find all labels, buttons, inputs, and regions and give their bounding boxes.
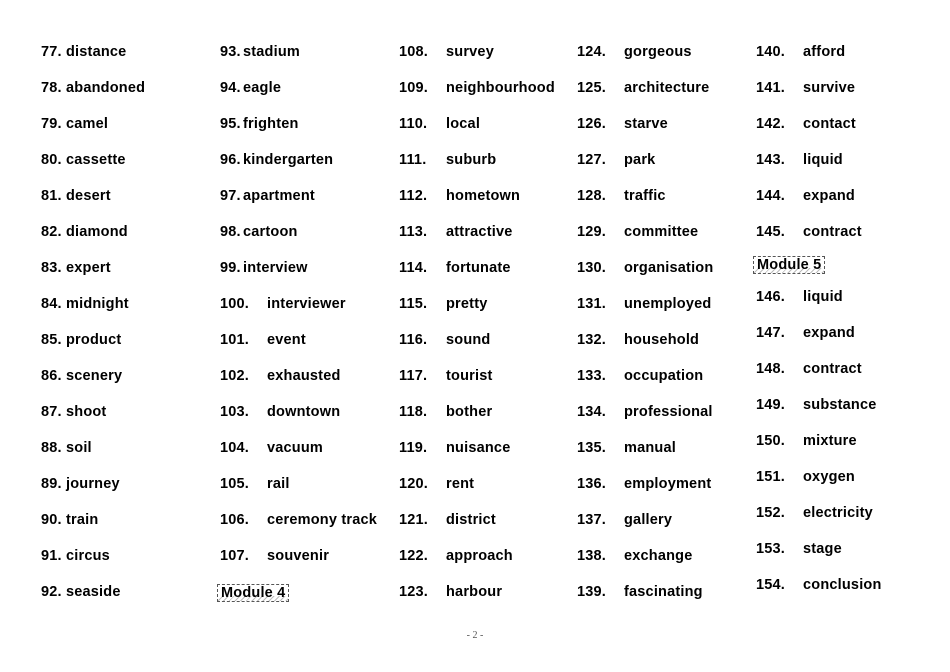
item-number: 111. [399, 152, 427, 168]
list-item [41, 584, 145, 620]
list-item [577, 188, 713, 224]
list-item [41, 548, 145, 584]
list-item [399, 440, 555, 476]
list-item [41, 188, 145, 224]
vocab-column-4 [577, 44, 713, 620]
item-word: diamond [66, 224, 128, 240]
list-item [577, 440, 713, 476]
list-item [756, 361, 882, 397]
item-number: 132. [577, 332, 607, 348]
item-word: expand [803, 188, 855, 204]
item-word: contact [803, 116, 856, 132]
list-item [399, 332, 555, 368]
item-word: exchange [624, 548, 693, 564]
item-number: 82. [41, 224, 62, 240]
item-number: 100. [220, 296, 250, 312]
vocab-column-3 [399, 44, 555, 620]
module-heading-row [220, 584, 377, 620]
item-word: manual [624, 440, 676, 456]
item-word: frighten [243, 116, 299, 132]
list-item [756, 224, 882, 260]
item-word: household [624, 332, 700, 348]
item-number: 107. [220, 548, 250, 564]
item-word: electricity [803, 505, 873, 521]
module-heading: Module 4 [217, 584, 289, 602]
item-number: 130. [577, 260, 607, 276]
page-number: - 2 - [466, 630, 484, 641]
list-item [41, 260, 145, 296]
item-number: 129. [577, 224, 607, 240]
list-item [756, 469, 882, 505]
item-number: 109. [399, 80, 429, 96]
item-number: 135. [577, 440, 607, 456]
item-word: organisation [624, 260, 714, 276]
item-number: 81. [41, 188, 62, 204]
item-word: expand [803, 325, 855, 341]
item-word: liquid [803, 152, 843, 168]
item-word: train [66, 512, 99, 528]
item-word: ceremony track [267, 512, 377, 528]
list-item [399, 224, 555, 260]
list-item [41, 296, 145, 332]
list-item [41, 80, 145, 116]
item-number: 92. [41, 584, 62, 600]
item-word: interviewer [267, 296, 346, 312]
item-word: liquid [803, 289, 843, 305]
item-number: 119. [399, 440, 428, 456]
item-word: architecture [624, 80, 710, 96]
item-word: traffic [624, 188, 666, 204]
item-word: neighbourhood [446, 80, 555, 96]
item-word: interview [243, 260, 308, 276]
item-word: suburb [446, 152, 497, 168]
item-word: attractive [446, 224, 513, 240]
item-word: apartment [243, 188, 315, 204]
item-number: 154. [756, 577, 786, 593]
item-word: park [624, 152, 656, 168]
item-word: circus [66, 548, 110, 564]
item-word: downtown [267, 404, 341, 420]
list-item [41, 512, 145, 548]
item-number: 104. [220, 440, 250, 456]
item-word: cartoon [243, 224, 298, 240]
list-item [399, 260, 555, 296]
list-item [220, 440, 377, 476]
item-number: 126. [577, 116, 607, 132]
item-word: starve [624, 116, 668, 132]
item-number: 142. [756, 116, 786, 132]
list-item [220, 188, 377, 224]
list-item [756, 505, 882, 541]
module-heading-row [756, 257, 882, 289]
item-word: kindergarten [243, 152, 334, 168]
item-number: 112. [399, 188, 428, 204]
item-number: 138. [577, 548, 607, 564]
item-word: professional [624, 404, 713, 420]
item-number: 98. [220, 224, 241, 240]
item-word: conclusion [803, 577, 882, 593]
vocab-column-5 [756, 44, 882, 613]
list-item [220, 368, 377, 404]
list-item [41, 332, 145, 368]
item-word: event [267, 332, 306, 348]
item-number: 139. [577, 584, 607, 600]
item-number: 149. [756, 397, 786, 413]
item-word: product [66, 332, 122, 348]
item-number: 86. [41, 368, 62, 384]
item-word: fortunate [446, 260, 511, 276]
item-word: tourist [446, 368, 493, 384]
item-word: abandoned [66, 80, 146, 96]
item-number: 94. [220, 80, 241, 96]
item-word: contract [803, 224, 862, 240]
list-item [399, 512, 555, 548]
item-number: 101. [220, 332, 250, 348]
list-item [577, 476, 713, 512]
list-item [756, 80, 882, 116]
item-word: afford [803, 44, 846, 60]
list-item [577, 80, 713, 116]
item-word: bother [446, 404, 493, 420]
item-word: cassette [66, 152, 126, 168]
item-number: 79. [41, 116, 62, 132]
item-number: 102. [220, 368, 250, 384]
item-number: 84. [41, 296, 62, 312]
item-number: 123. [399, 584, 429, 600]
list-item [756, 541, 882, 577]
item-number: 77. [41, 44, 62, 60]
item-number: 99. [220, 260, 241, 276]
item-number: 91. [41, 548, 62, 564]
list-item [220, 296, 377, 332]
list-item [220, 404, 377, 440]
list-item [399, 548, 555, 584]
item-number: 134. [577, 404, 607, 420]
item-number: 152. [756, 505, 786, 521]
item-word: vacuum [267, 440, 323, 456]
list-item [220, 332, 377, 368]
item-word: local [446, 116, 481, 132]
item-number: 105. [220, 476, 250, 492]
item-word: rent [446, 476, 475, 492]
item-word: pretty [446, 296, 488, 312]
item-word: shoot [66, 404, 107, 420]
list-item [577, 260, 713, 296]
list-item [220, 512, 377, 548]
list-item [756, 577, 882, 613]
item-word: desert [66, 188, 111, 204]
item-number: 116. [399, 332, 428, 348]
list-item [220, 152, 377, 188]
item-number: 78. [41, 80, 62, 96]
list-item [399, 44, 555, 80]
item-number: 120. [399, 476, 429, 492]
item-word: employment [624, 476, 712, 492]
item-number: 117. [399, 368, 428, 384]
item-word: journey [66, 476, 120, 492]
list-item [756, 325, 882, 361]
item-number: 145. [756, 224, 786, 240]
item-number: 97. [220, 188, 241, 204]
item-word: mixture [803, 433, 857, 449]
item-word: rail [267, 476, 290, 492]
list-item [220, 224, 377, 260]
list-item [577, 296, 713, 332]
list-item [220, 116, 377, 152]
item-word: harbour [446, 584, 503, 600]
item-word: gallery [624, 512, 673, 528]
list-item [41, 368, 145, 404]
list-item [756, 289, 882, 325]
item-number: 85. [41, 332, 62, 348]
item-number: 141. [756, 80, 786, 96]
vocab-column-2 [220, 44, 377, 620]
item-word: substance [803, 397, 877, 413]
list-item [756, 44, 882, 80]
item-word: souvenir [267, 548, 330, 564]
list-item [220, 44, 377, 80]
list-item [41, 404, 145, 440]
item-number: 95. [220, 116, 241, 132]
item-number: 153. [756, 541, 786, 557]
item-word: hometown [446, 188, 521, 204]
list-item [399, 296, 555, 332]
list-item [399, 584, 555, 620]
vocab-column-1 [41, 44, 145, 620]
item-number: 127. [577, 152, 607, 168]
item-word: gorgeous [624, 44, 692, 60]
item-number: 131. [577, 296, 607, 312]
item-word: fascinating [624, 584, 703, 600]
item-word: approach [446, 548, 513, 564]
item-number: 140. [756, 44, 786, 60]
item-number: 89. [41, 476, 62, 492]
list-item [399, 80, 555, 116]
item-word: survive [803, 80, 856, 96]
item-number: 144. [756, 188, 786, 204]
item-word: oxygen [803, 469, 855, 485]
list-item [399, 368, 555, 404]
list-item [577, 368, 713, 404]
item-number: 106. [220, 512, 250, 528]
list-item [41, 44, 145, 80]
item-word: stage [803, 541, 842, 557]
list-item [220, 80, 377, 116]
item-number: 136. [577, 476, 607, 492]
item-number: 114. [399, 260, 428, 276]
list-item [399, 116, 555, 152]
list-item [756, 116, 882, 152]
item-number: 88. [41, 440, 62, 456]
list-item [577, 332, 713, 368]
list-item [756, 188, 882, 224]
list-item [399, 404, 555, 440]
item-number: 124. [577, 44, 607, 60]
item-number: 108. [399, 44, 429, 60]
list-item [399, 188, 555, 224]
list-item [577, 584, 713, 620]
item-number: 90. [41, 512, 62, 528]
item-number: 103. [220, 404, 250, 420]
item-number: 121. [399, 512, 429, 528]
list-item [577, 512, 713, 548]
list-item [41, 440, 145, 476]
item-word: survey [446, 44, 494, 60]
item-word: midnight [66, 296, 129, 312]
list-item [41, 224, 145, 260]
item-number: 87. [41, 404, 62, 420]
list-item [41, 476, 145, 512]
item-word: scenery [66, 368, 123, 384]
item-number: 150. [756, 433, 786, 449]
item-number: 125. [577, 80, 607, 96]
item-number: 122. [399, 548, 429, 564]
item-word: exhausted [267, 368, 341, 384]
item-word: expert [66, 260, 111, 276]
list-item [756, 397, 882, 433]
item-word: contract [803, 361, 862, 377]
item-number: 133. [577, 368, 607, 384]
list-item [220, 548, 377, 584]
item-number: 147. [756, 325, 786, 341]
item-word: distance [66, 44, 127, 60]
item-number: 118. [399, 404, 428, 420]
item-word: seaside [66, 584, 121, 600]
item-number: 128. [577, 188, 607, 204]
module-heading: Module 5 [753, 256, 825, 274]
list-item [756, 152, 882, 188]
item-number: 146. [756, 289, 786, 305]
item-number: 143. [756, 152, 786, 168]
list-item [399, 476, 555, 512]
list-item [41, 116, 145, 152]
list-item [399, 152, 555, 188]
list-item [220, 260, 377, 296]
item-word: stadium [243, 44, 300, 60]
item-word: eagle [243, 80, 282, 96]
item-number: 96. [220, 152, 241, 168]
list-item [577, 116, 713, 152]
item-number: 110. [399, 116, 428, 132]
item-word: occupation [624, 368, 704, 384]
list-item [577, 44, 713, 80]
item-word: district [446, 512, 496, 528]
item-word: unemployed [624, 296, 712, 312]
item-number: 151. [756, 469, 786, 485]
list-item [577, 404, 713, 440]
list-item [577, 548, 713, 584]
item-word: sound [446, 332, 491, 348]
list-item [577, 152, 713, 188]
item-number: 80. [41, 152, 62, 168]
item-number: 115. [399, 296, 428, 312]
item-number: 113. [399, 224, 428, 240]
list-item [756, 433, 882, 469]
item-number: 137. [577, 512, 607, 528]
item-word: committee [624, 224, 699, 240]
list-item [41, 152, 145, 188]
list-item [577, 224, 713, 260]
item-word: nuisance [446, 440, 511, 456]
item-word: soil [66, 440, 92, 456]
item-word: camel [66, 116, 109, 132]
list-item [220, 476, 377, 512]
item-number: 93. [220, 44, 241, 60]
item-number: 148. [756, 361, 786, 377]
item-number: 83. [41, 260, 62, 276]
